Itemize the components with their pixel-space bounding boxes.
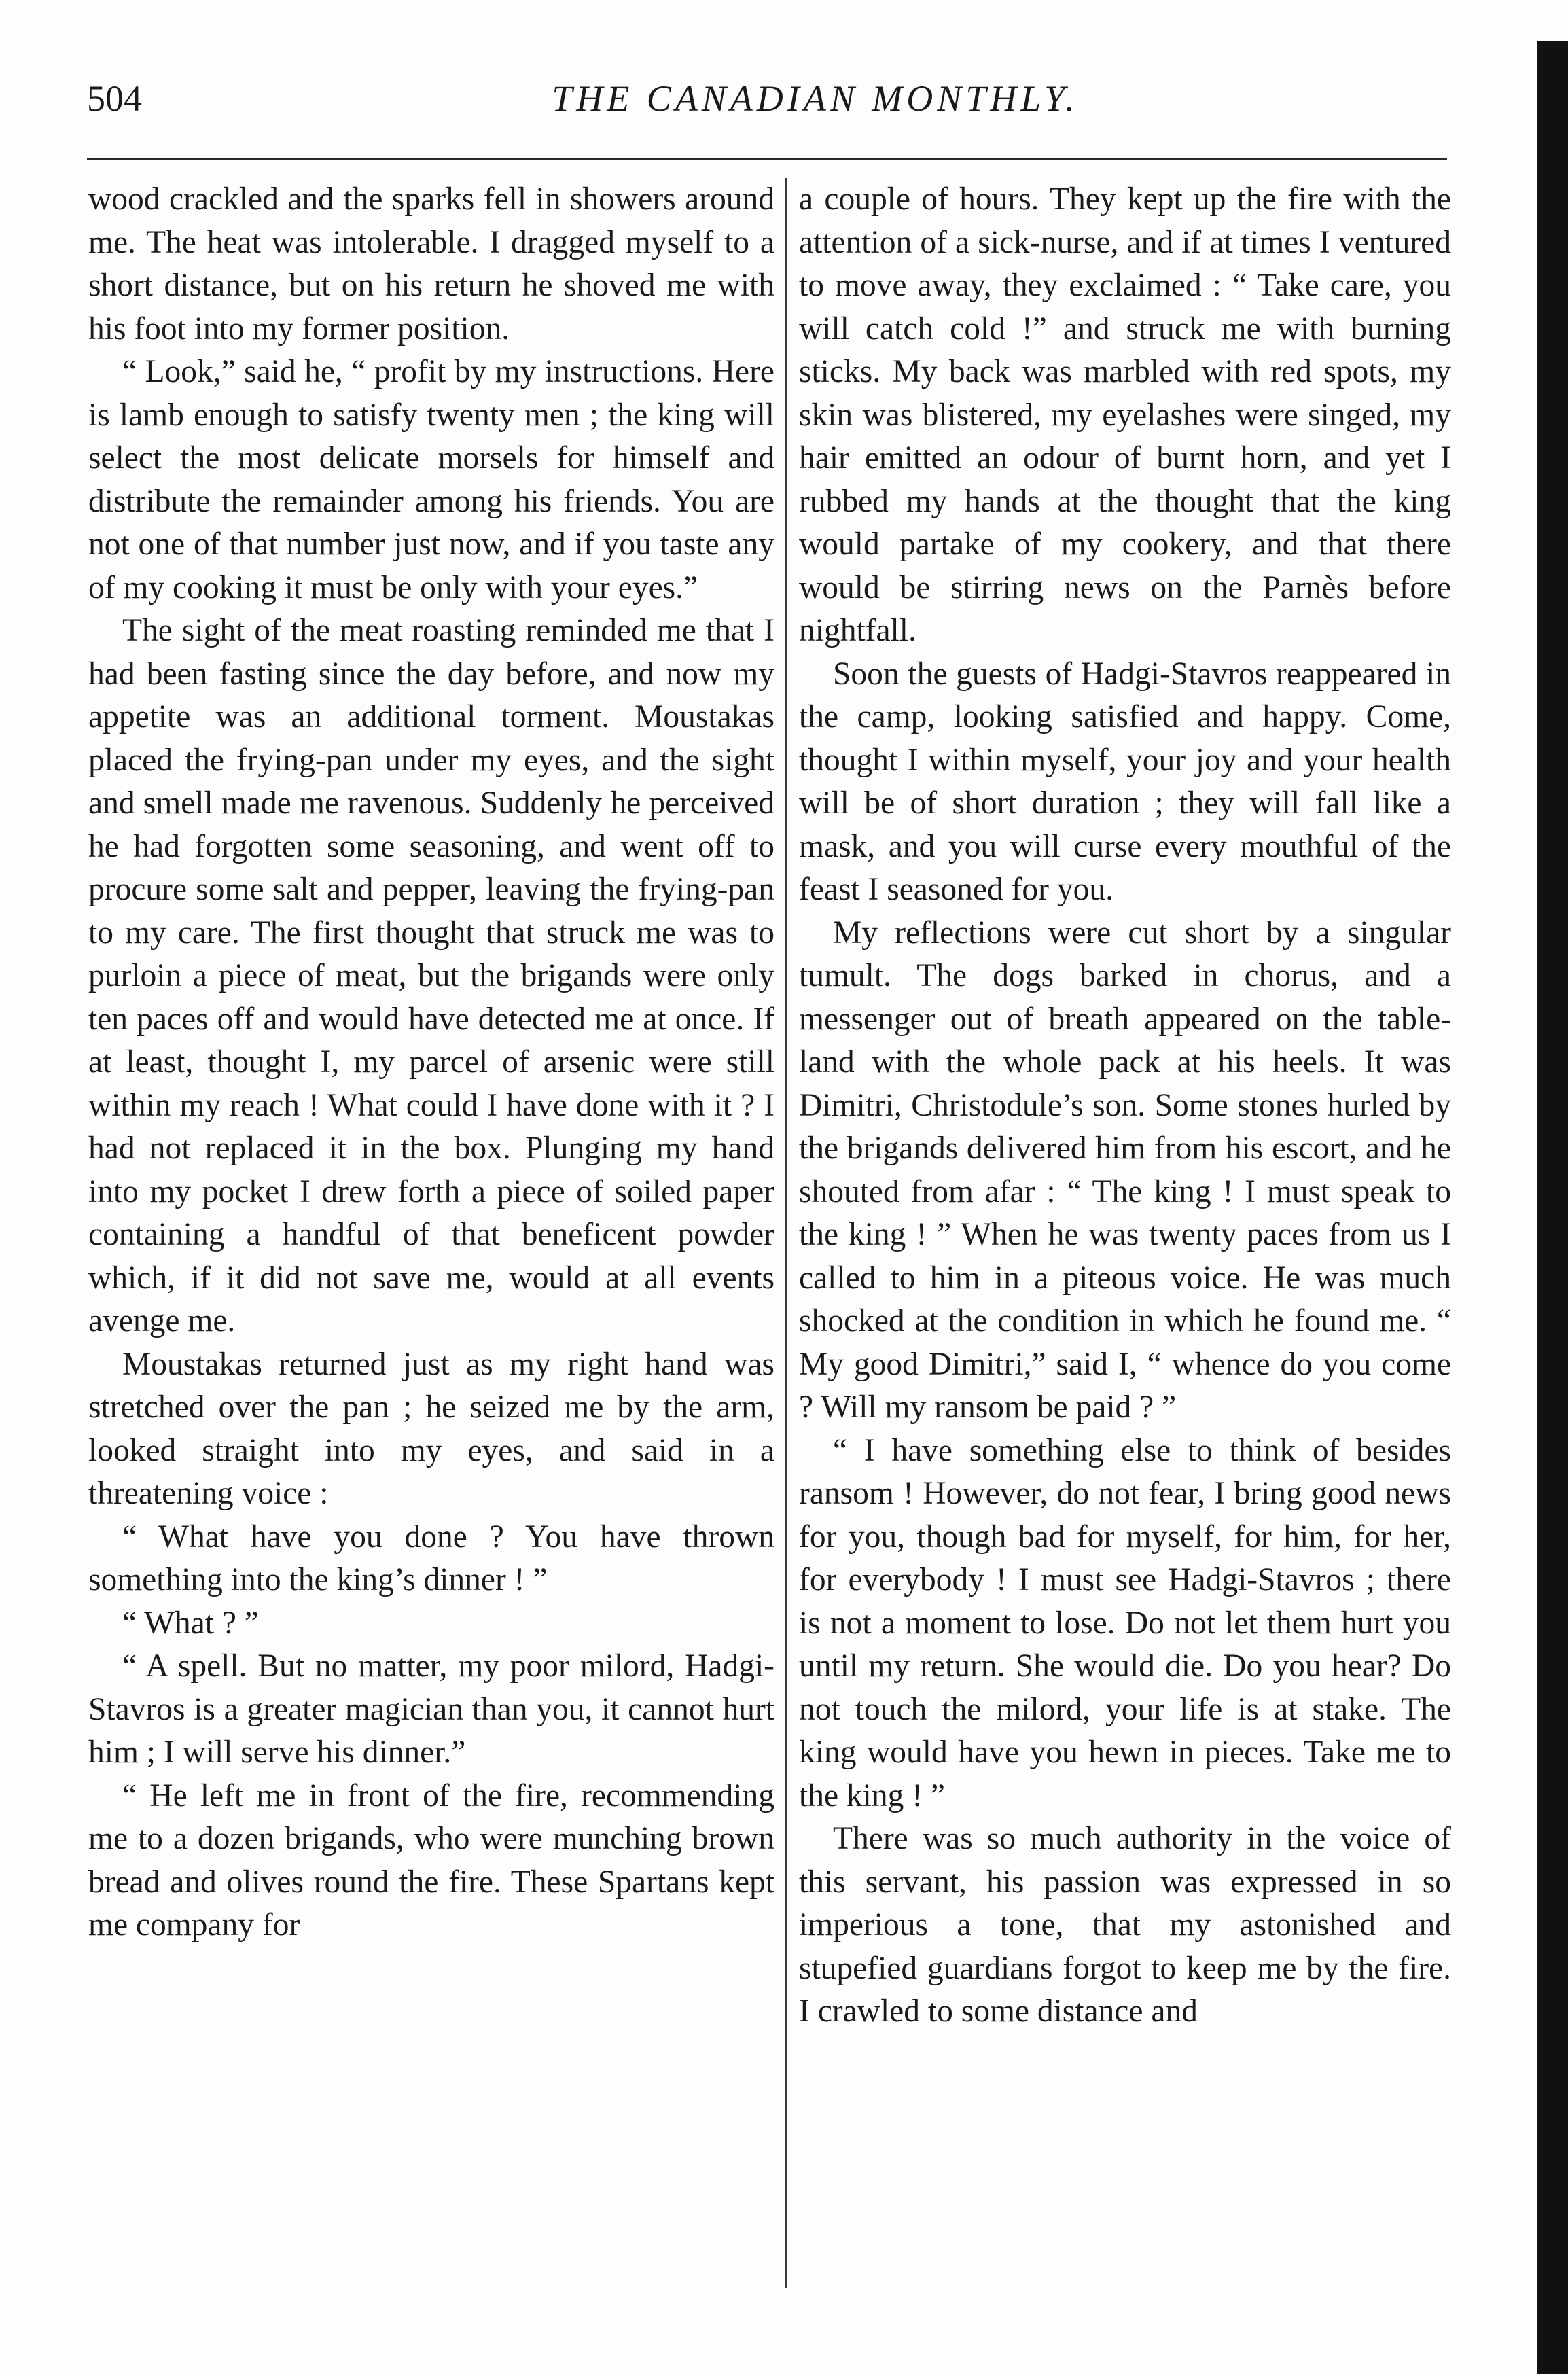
page-number: 504: [87, 78, 142, 119]
paragraph: “ I have something else to think of besides ransom ! However, do not fear, I bring good news for you, though bad for myself, for him, for her, for everybody ! I must see Hadgi-Stavros ; there is not a moment to lose. Do not let them hurt you until my return. She would die. Do you hear? Do not touch the milord, your life is at stake. The king would have you hewn in pieces. Take me to the king ! ”: [799, 1432, 1451, 1813]
paragraph: My reflections were cut short by a singular tumult. The dogs barked in chorus, and a messenger out of breath appeared on the table-land with the whole pack at his heels. It was Dimitri, Christodule’s son. Some stones hurled by the brigands delivered him from his escort, and he shouted from afar : “ The king ! I must speak to the king ! ” When he was twenty paces from us I called to him in a piteous voice. He was much shocked at the condition in which he found me. “ My good Dimitri,” said I, “ whence do you come ? Will my ransom be paid ? ”: [799, 915, 1451, 1425]
left-column: [88, 178, 774, 1947]
paragraph: a couple of hours. They kept up the fire with the attention of a sick-nurse, and if at times I ventured to move away, they exclaimed : “ Take care, you will catch cold !” and struck me with burning sticks. My back was marbled with red spots, my skin was blistered, my eyelashes were singed, my hair emitted an odour of burnt horn, and yet I rubbed my hands at the thought that the king would partake of my cookery, and that there would be stirring news on the Parnès before nightfall.: [799, 181, 1451, 648]
paragraph: There was so much authority in the voice of this servant, his passion was expressed in so imperious a tone, that my astonished and stupefied guardians forgot to keep me by the fire. I crawled to some distance and: [799, 1821, 1451, 2029]
paragraph: “ Look,” said he, “ profit by my instructions. Here is lamb enough to satisfy twenty men ; the king will select the most delicate morsels for himself and distribute the remainder among his friends. You are not one of that number just now, and if you taste any of my cooking it must be only with your eyes.”: [88, 354, 774, 605]
column-divider: [785, 178, 787, 2288]
paragraph: wood crackled and the sparks fell in showers around me. The heat was intolerable. I dragged myself to a short distance, but on his return he shoved me with his foot into my former position.: [88, 181, 774, 347]
paragraph: “ What have you done ? You have thrown something into the king’s dinner ! ”: [88, 1519, 774, 1597]
paragraph: The sight of the meat roasting reminded me that I had been fasting since the day before, and now my appetite was an additional torment. Moustakas placed the frying-pan under my eyes, and the sight and smell made me ravenous. Suddenly he perceived he had forgotten some seasoning, and went off to procure some salt and pepper, leaving the frying-pan to my care. The first thought that struck me was to purloin a piece of meat, but the brigands were only ten paces off and would have detected me at once. If at least, thought I, my parcel of arsenic were still within my reach ! What could I have done with it ? I had not replaced it in the box. Plunging my hand into my pocket I drew forth a piece of soiled paper containing a handful of that beneficent powder which, if it did not save me, would at all events avenge me.: [88, 613, 774, 1339]
paragraph: Moustakas returned just as my right hand was stretched over the pan ; he seized me by the arm, looked straight into my eyes, and said in a threatening voice :: [88, 1346, 774, 1511]
paragraph: Soon the guests of Hadgi-Stavros reappeared in the camp, looking satisfied and happy. Come, thought I within myself, your joy and your health will be of short duration ; they will fall like a mask, and you will curse every mouthful of the feast I seasoned for you.: [799, 656, 1451, 907]
paragraph: “ A spell. But no matter, my poor milord, Hadgi-Stavros is a greater magician than you, it cannot hurt him ; I will serve his dinner.”: [88, 1648, 774, 1770]
paragraph: “ He left me in front of the fire, recommending me to a dozen brigands, who were munching brown bread and olives round the fire. These Spartans kept me company for: [88, 1777, 774, 1943]
right-column: [799, 178, 1451, 2034]
paragraph: “ What ? ”: [122, 1605, 259, 1641]
page-edge-shadow: [1537, 41, 1568, 2374]
header-rule: [87, 158, 1447, 160]
running-title: THE CANADIAN MONTHLY.: [552, 78, 1079, 119]
